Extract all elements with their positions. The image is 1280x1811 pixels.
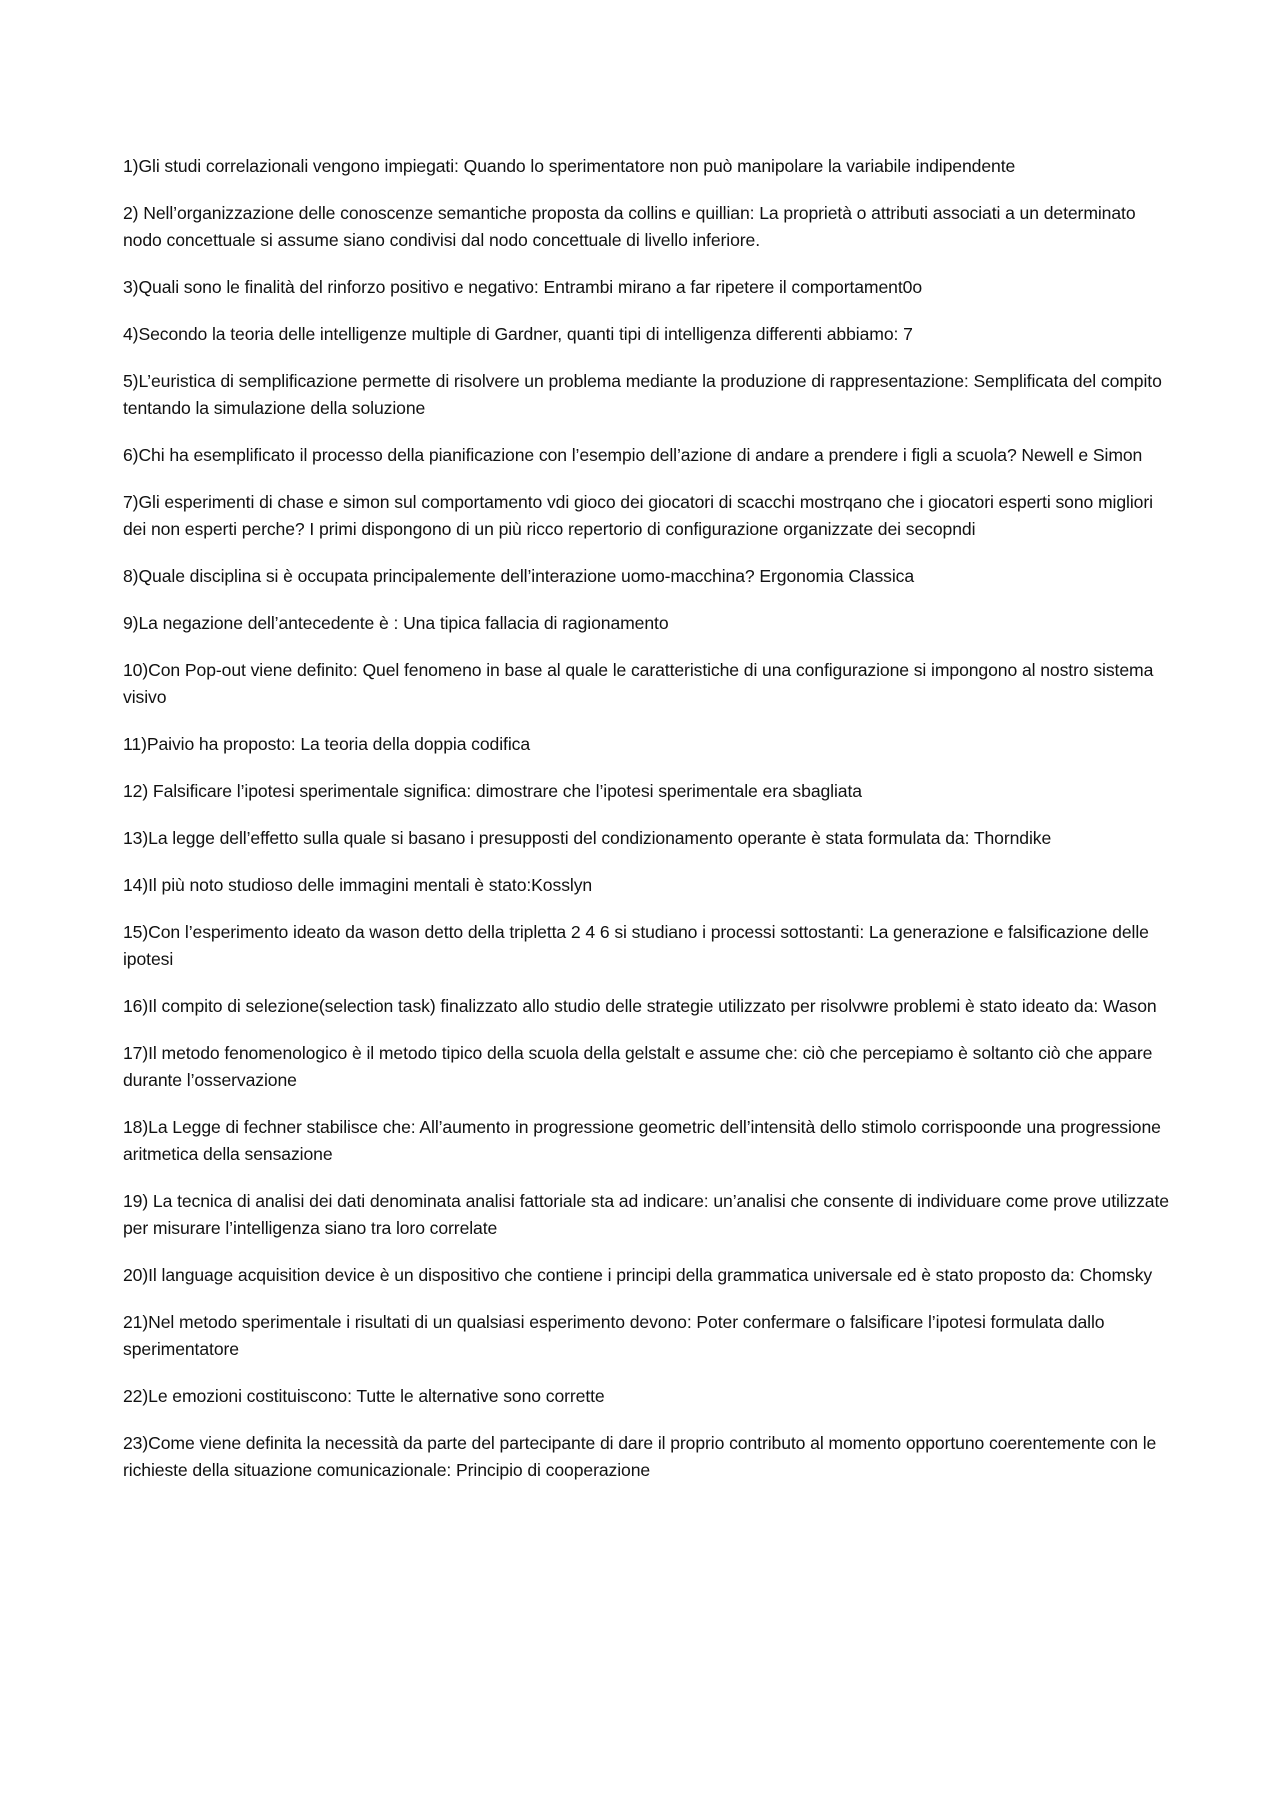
question-paragraph: 2) Nell’organizzazione delle conoscenze semantiche proposta da collins e quillian: La proprietà o attributi associati a un determinato nodo concettuale si assume siano condivisi dal nodo concettuale di livello inferiore. xyxy=(123,203,1136,250)
question-paragraph: 12) Falsificare l’ipotesi sperimentale significa: dimostrare che l’ipotesi sperimentale era sbagliata xyxy=(123,781,862,801)
question-paragraph: 5)L’euristica di semplificazione permette di risolvere un problema mediante la produzione di rappresentazione: Semplificata del compito tentando la simulazione della soluzione xyxy=(123,371,1162,418)
document-body xyxy=(123,153,1173,1504)
question-paragraph: 15)Con l’esperimento ideato da wason detto della tripletta 2 4 6 si studiano i processi sottostanti: La generazione e falsificazione delle ipotesi xyxy=(123,922,1149,969)
question-paragraph: 23)Come viene definita la necessità da parte del partecipante di dare il proprio contributo al momento opportuno coerentemente con le richieste della situazione comunicazionale: Principio di cooperazione xyxy=(123,1433,1157,1480)
question-paragraph: 8)Quale disciplina si è occupata principalemente dell’interazione uomo-macchina? Ergonomia Classica xyxy=(123,566,915,586)
question-paragraph: 21)Nel metodo sperimentale i risultati di un qualsiasi esperimento devono: Poter confermare o falsificare l’ipotesi formulata dallo sperimentatore xyxy=(123,1312,1105,1359)
question-paragraph: 22)Le emozioni costituiscono: Tutte le alternative sono corrette xyxy=(123,1386,605,1406)
question-paragraph: 20)Il language acquisition device è un dispositivo che contiene i principi della grammatica universale ed è stato proposto da: Chomsky xyxy=(123,1265,1153,1285)
question-paragraph: 4)Secondo la teoria delle intelligenze multiple di Gardner, quanti tipi di intelligenza differenti abbiamo: 7 xyxy=(123,324,913,344)
question-paragraph: 13)La legge dell’effetto sulla quale si basano i presupposti del condizionamento operante è stata formulata da: Thorndike xyxy=(123,828,1052,848)
question-paragraph: 10)Con Pop-out viene definito: Quel fenomeno in base al quale le caratteristiche di una configurazione si impongono al nostro sistema visivo xyxy=(123,660,1154,707)
question-paragraph: 1)Gli studi correlazionali vengono impiegati: Quando lo sperimentatore non può manipolare la variabile indipendente xyxy=(123,156,1016,176)
question-paragraph: 17)Il metodo fenomenologico è il metodo tipico della scuola della gelstalt e assume che: ciò che percepiamo è soltanto ciò che appare durante l’osservazione xyxy=(123,1043,1153,1090)
question-paragraph: 16)Il compito di selezione(selection task) finalizzato allo studio delle strategie utilizzato per risolvwre problemi è stato ideato da: Wason xyxy=(123,996,1157,1016)
question-paragraph: 3)Quali sono le finalità del rinforzo positivo e negativo: Entrambi mirano a far ripetere il comportament0o xyxy=(123,277,923,297)
question-paragraph: 11)Paivio ha proposto: La teoria della doppia codifica xyxy=(123,734,531,754)
question-paragraph: 14)Il più noto studioso delle immagini mentali è stato:Kosslyn xyxy=(123,875,593,895)
question-paragraph: 6)Chi ha esemplificato il processo della pianificazione con l’esempio dell’azione di andare a prendere i figli a scuola? Newell e Simon xyxy=(123,445,1143,465)
question-paragraph: 7)Gli esperimenti di chase e simon sul comportamento vdi gioco dei giocatori di scacchi mostrqano che i giocatori esperti sono migliori dei non esperti perche? I primi dispongono di un più ricco repertorio di configurazione organizzate dei secopndi xyxy=(123,492,1153,539)
question-paragraph: 18)La Legge di fechner stabilisce che: All’aumento in progressione geometric dell’intensità dello stimolo corrispoonde una progressione aritmetica della sensazione xyxy=(123,1117,1161,1164)
question-paragraph: 9)La negazione dell’antecedente è : Una tipica fallacia di ragionamento xyxy=(123,613,669,633)
question-paragraph: 19) La tecnica di analisi dei dati denominata analisi fattoriale sta ad indicare: un’analisi che consente di individuare come prove utilizzate per misurare l’intelligenza siano tra loro correlate xyxy=(123,1191,1169,1238)
